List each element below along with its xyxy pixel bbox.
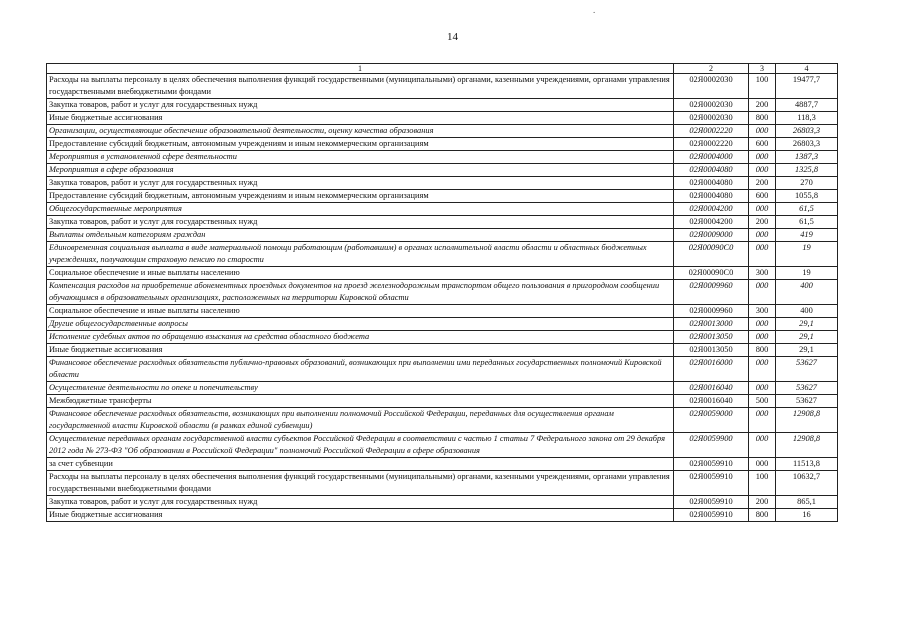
table-row: [47, 74, 838, 99]
row-code-cell: 02Я0016040: [674, 395, 749, 408]
row-name-cell: Исполнение судебных актов по обращению взыскания на средства областного бюджета: [47, 331, 674, 344]
table-row: [47, 458, 838, 471]
row-amount-cell: 10632,7: [776, 471, 838, 496]
row-code-cell: 02Я0004000: [674, 151, 749, 164]
row-type-cell: 000: [749, 229, 776, 242]
budget-table-body: [47, 64, 838, 522]
row-type-cell: 100: [749, 471, 776, 496]
table-row: [47, 229, 838, 242]
stray-dot: .: [593, 5, 596, 15]
row-type-cell: 800: [749, 112, 776, 125]
header-col-2: 2: [674, 64, 749, 74]
row-amount-cell: 270: [776, 177, 838, 190]
row-amount-cell: 12908,8: [776, 408, 838, 433]
row-amount-cell: 53627: [776, 382, 838, 395]
table-row: [47, 112, 838, 125]
row-amount-cell: 11513,8: [776, 458, 838, 471]
budget-table: [46, 63, 838, 522]
row-type-cell: 600: [749, 190, 776, 203]
table-row: [47, 190, 838, 203]
row-code-cell: 02Я0059910: [674, 496, 749, 509]
row-name-cell: Иные бюджетные ассигнования: [47, 509, 674, 522]
row-code-cell: 02Я0016040: [674, 382, 749, 395]
row-code-cell: 02Я0059000: [674, 408, 749, 433]
row-code-cell: 02Я0059910: [674, 458, 749, 471]
row-amount-cell: 29,1: [776, 344, 838, 357]
row-amount-cell: 19: [776, 242, 838, 267]
table-row: [47, 331, 838, 344]
row-type-cell: 000: [749, 280, 776, 305]
row-type-cell: 000: [749, 408, 776, 433]
row-amount-cell: 118,3: [776, 112, 838, 125]
row-name-cell: Финансовое обеспечение расходных обязательств, возникающих при выполнении полномочий Российской Федерации, переданных для осуществления органам государственной власти Кировской области (в рамках единой субвенции): [47, 408, 674, 433]
row-code-cell: 02Я0002220: [674, 125, 749, 138]
row-name-cell: Общегосударственные мероприятия: [47, 203, 674, 216]
row-name-cell: Иные бюджетные ассигнования: [47, 344, 674, 357]
row-code-cell: 02Я0004080: [674, 190, 749, 203]
row-code-cell: 02Я0016000: [674, 357, 749, 382]
row-code-cell: 02Я0004080: [674, 177, 749, 190]
row-amount-cell: 4887,7: [776, 99, 838, 112]
row-amount-cell: 16: [776, 509, 838, 522]
table-row: [47, 99, 838, 112]
row-amount-cell: 53627: [776, 357, 838, 382]
row-code-cell: 02Я0013050: [674, 344, 749, 357]
row-code-cell: 02Я0004200: [674, 216, 749, 229]
row-name-cell: Единовременная социальная выплата в виде материальной помощи работающим (работавшим) в органах исполнительной власти области и областных бюджетных учреждениях, получающим страховую пенсию по старости: [47, 242, 674, 267]
row-name-cell: Мероприятия в установленной сфере деятельности: [47, 151, 674, 164]
row-amount-cell: 26803,3: [776, 125, 838, 138]
row-amount-cell: 29,1: [776, 331, 838, 344]
row-code-cell: 02Я0004080: [674, 164, 749, 177]
row-code-cell: 02Я0059910: [674, 509, 749, 522]
row-name-cell: Осуществление деятельности по опеке и попечительству: [47, 382, 674, 395]
row-type-cell: 200: [749, 216, 776, 229]
row-name-cell: Предоставление субсидий бюджетным, автономным учреждениям и иным некоммерческим организациям: [47, 190, 674, 203]
row-amount-cell: 419: [776, 229, 838, 242]
header-col-4: 4: [776, 64, 838, 74]
row-type-cell: 000: [749, 357, 776, 382]
row-amount-cell: 400: [776, 280, 838, 305]
row-name-cell: за счет субвенции: [47, 458, 674, 471]
row-amount-cell: 19: [776, 267, 838, 280]
row-amount-cell: 61,5: [776, 203, 838, 216]
table-row: [47, 318, 838, 331]
row-name-cell: Закупка товаров, работ и услуг для государственных нужд: [47, 177, 674, 190]
row-name-cell: Финансовое обеспечение расходных обязательств публично-правовых образований, возникающих при выполнении ими переданных государственных полномочий Кировской области: [47, 357, 674, 382]
row-name-cell: Иные бюджетные ассигнования: [47, 112, 674, 125]
table-row: [47, 357, 838, 382]
row-type-cell: 000: [749, 458, 776, 471]
row-code-cell: 02Я0002030: [674, 112, 749, 125]
table-row: [47, 433, 838, 458]
row-type-cell: 000: [749, 125, 776, 138]
row-code-cell: 02Я0013000: [674, 318, 749, 331]
row-name-cell: Предоставление субсидий бюджетным, автономным учреждениям и иным некоммерческим организациям: [47, 138, 674, 151]
row-name-cell: Компенсация расходов на приобретение абонементных проездных документов на проезд железнодорожным транспортом общего пользования в пригородном сообщении обучающимся в образовательных организациях, расположенных на территории Кировской области: [47, 280, 674, 305]
row-name-cell: Закупка товаров, работ и услуг для государственных нужд: [47, 496, 674, 509]
table-row: [47, 216, 838, 229]
row-amount-cell: 1325,8: [776, 164, 838, 177]
table-row: [47, 151, 838, 164]
row-code-cell: 02Я0009960: [674, 280, 749, 305]
row-amount-cell: 29,1: [776, 318, 838, 331]
row-type-cell: 800: [749, 509, 776, 522]
row-name-cell: Расходы на выплаты персоналу в целях обеспечения выполнения функций государственными (муниципальными) органами, казенными учреждениями, органами управления государственными внебюджетными фондами: [47, 74, 674, 99]
row-code-cell: 02Я0002030: [674, 99, 749, 112]
row-amount-cell: 61,5: [776, 216, 838, 229]
row-type-cell: 000: [749, 382, 776, 395]
row-code-cell: 02Я0013050: [674, 331, 749, 344]
row-name-cell: Организации, осуществляющие обеспечение образовательной деятельности, оценку качества образования: [47, 125, 674, 138]
row-name-cell: Социальное обеспечение и иные выплаты населению: [47, 267, 674, 280]
row-name-cell: Межбюджетные трансферты: [47, 395, 674, 408]
row-amount-cell: 12908,8: [776, 433, 838, 458]
table-row: [47, 408, 838, 433]
row-name-cell: Социальное обеспечение и иные выплаты населению: [47, 305, 674, 318]
table-row: [47, 177, 838, 190]
row-name-cell: Расходы на выплаты персоналу в целях обеспечения выполнения функций государственными (муниципальными) органами, казенными учреждениями, органами управления государственными внебюджетными фондами: [47, 471, 674, 496]
table-row: [47, 496, 838, 509]
table-header-row: [47, 64, 838, 74]
table-row: [47, 344, 838, 357]
row-type-cell: 100: [749, 74, 776, 99]
table-row: [47, 509, 838, 522]
row-amount-cell: 400: [776, 305, 838, 318]
row-type-cell: 200: [749, 177, 776, 190]
table-row: [47, 138, 838, 151]
table-row: [47, 203, 838, 216]
row-code-cell: 02Я00090С0: [674, 242, 749, 267]
row-type-cell: 000: [749, 433, 776, 458]
row-amount-cell: 865,1: [776, 496, 838, 509]
row-code-cell: 02Я00090С0: [674, 267, 749, 280]
row-name-cell: Осуществление переданных органам государственной власти субъектов Российской Федерации в соответствии с частью 1 статьи 7 Федерального закона от 29 декабря 2012 года № 273-ФЗ "Об образовании в Российской Федерации" полномочий Российской Федерации в сфере образования: [47, 433, 674, 458]
row-amount-cell: 19477,7: [776, 74, 838, 99]
row-code-cell: 02Я0059900: [674, 433, 749, 458]
row-type-cell: 600: [749, 138, 776, 151]
row-name-cell: Закупка товаров, работ и услуг для государственных нужд: [47, 99, 674, 112]
row-type-cell: 800: [749, 344, 776, 357]
row-type-cell: 300: [749, 267, 776, 280]
row-type-cell: 000: [749, 203, 776, 216]
page-number: 14: [447, 31, 458, 43]
header-col-1: 1: [47, 64, 674, 74]
row-type-cell: 000: [749, 331, 776, 344]
table-row: [47, 125, 838, 138]
table-row: [47, 267, 838, 280]
row-type-cell: 000: [749, 151, 776, 164]
row-amount-cell: 53627: [776, 395, 838, 408]
table-row: [47, 395, 838, 408]
row-code-cell: 02Я0002030: [674, 74, 749, 99]
row-type-cell: 200: [749, 99, 776, 112]
row-type-cell: 000: [749, 242, 776, 267]
header-col-3: 3: [749, 64, 776, 74]
table-row: [47, 471, 838, 496]
row-type-cell: 500: [749, 395, 776, 408]
row-name-cell: Выплаты отдельным категориям граждан: [47, 229, 674, 242]
row-type-cell: 300: [749, 305, 776, 318]
table-row: [47, 305, 838, 318]
row-amount-cell: 1055,8: [776, 190, 838, 203]
row-type-cell: 000: [749, 164, 776, 177]
row-name-cell: Другие общегосударственные вопросы: [47, 318, 674, 331]
row-code-cell: 02Я0002220: [674, 138, 749, 151]
row-name-cell: Мероприятия в сфере образования: [47, 164, 674, 177]
row-code-cell: 02Я0004200: [674, 203, 749, 216]
row-type-cell: 200: [749, 496, 776, 509]
row-name-cell: Закупка товаров, работ и услуг для государственных нужд: [47, 216, 674, 229]
table-row: [47, 382, 838, 395]
table-row: [47, 280, 838, 305]
table-row: [47, 164, 838, 177]
row-type-cell: 000: [749, 318, 776, 331]
row-amount-cell: 26803,3: [776, 138, 838, 151]
row-amount-cell: 1387,3: [776, 151, 838, 164]
table-row: [47, 242, 838, 267]
row-code-cell: 02Я0009000: [674, 229, 749, 242]
row-code-cell: 02Я0059910: [674, 471, 749, 496]
row-code-cell: 02Я0009960: [674, 305, 749, 318]
